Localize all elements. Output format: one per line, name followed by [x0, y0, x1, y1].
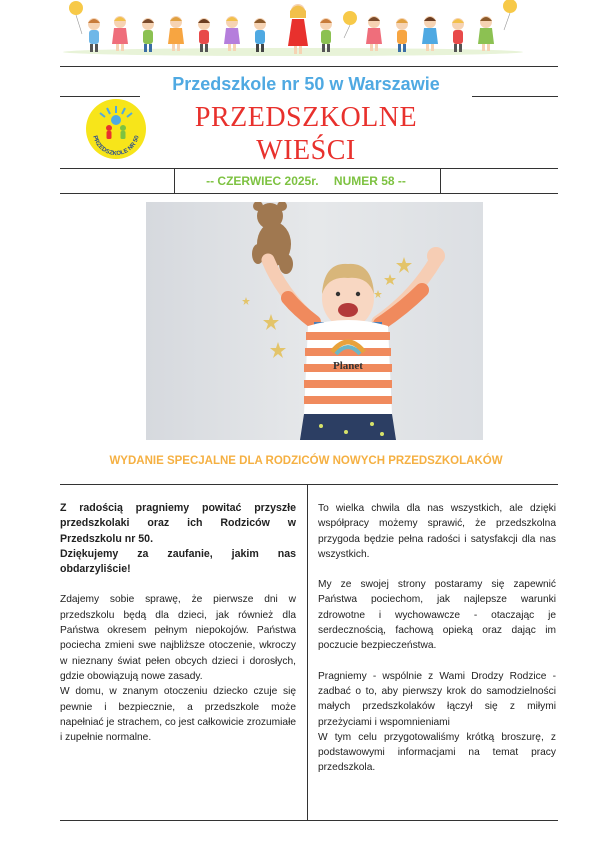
thanks-lead: Dziękujemy za zaufanie, jakim nas obdarzyliście! [60, 547, 296, 576]
newsletter-title-line2: WIEŚCI [256, 135, 356, 166]
newsletter-title-line1: PRZEDSZKOLNE [194, 102, 418, 133]
paragraph: Zdajemy sobie sprawę, że pierwsze dni w przedszkolu będą dla dzieci, jak również dla Państwa okresem pełnym niepokojów. Państwa pociecha zmieni swe najbliższe otoczenie, wkroczy w nieznany świat pełen obcych dzieci i dorosłych, gdzie obowiązują nowe zasady. [60, 594, 296, 682]
school-name: Przedszkole nr 50 w Warszawie [172, 74, 440, 94]
top-rule [60, 66, 558, 67]
issue-number: NUMER 58 -- [333, 174, 406, 188]
balloon-icon [503, 0, 517, 30]
children-banner-illustration [58, 0, 528, 56]
issue-line [0, 174, 612, 188]
paragraph: To wielka chwila dla nas wszystkich, ale dzięki współpracy możemy sprawić, że przedszkolna przygoda będzie pełna radości i satysfakcji dla nas wszystkich. [318, 503, 556, 560]
balloon-icon [69, 1, 83, 34]
left-column [60, 501, 296, 760]
right-column [318, 501, 556, 791]
paragraph: Pragniemy - wspólnie z Wami Drodzy Rodzice - zadbać o to, aby pierwszy krok do samodzielności małych przedszkolaków łączył się z miłymi przeżyciami i wspomnieniami [318, 670, 556, 728]
rule-below-issue-line [60, 193, 558, 194]
columns-top-rule [60, 484, 558, 485]
svg-text:PRZEDSZKOLE NR 50: PRZEDSZKOLE NR 50 [91, 135, 141, 158]
special-edition-heading: WYDANIE SPECJALNE DLA RODZICÓW NOWYCH PRZEDSZKOLAKÓW [109, 455, 503, 467]
child-photo [146, 202, 483, 440]
paragraph: W tym celu przygotowaliśmy krótką broszurę, z podstawowymi informacjami na temat pracy przedszkola. [318, 731, 556, 774]
issue-month: -- CZERWIEC 2025r. [206, 174, 319, 188]
columns-bottom-rule [60, 820, 558, 821]
rule-above-issue-line [60, 168, 558, 169]
rule-under-school-name [60, 96, 140, 97]
paragraph: My ze swojej strony postaramy się zapewnić Państwa pociechom, jak najlepsze warunki zdrowotne i wychowawcze - otaczając je serdecznością, fachową opieką oraz dając im poczucie bezpieczeństwa. [318, 579, 556, 652]
welcome-lead: Z radością pragniemy powitać przyszłe przedszkolaki oraz ich Rodziców w Przedszkolu nr 50. [60, 502, 296, 545]
striped-shirt [304, 320, 392, 414]
paragraph: W domu, w znanym otoczeniu dziecko czuje się pewnie i bezpiecznie, a przedszkole może napełniać je strachem, co jest całkowicie zrozumiałe i zupełnie normalne. [60, 686, 296, 744]
column-divider [307, 484, 308, 820]
cartoon-children [88, 4, 494, 54]
balloon-icon [343, 11, 357, 38]
rule-under-school-name [472, 96, 558, 97]
shirt-print-text: Planet [333, 360, 363, 372]
